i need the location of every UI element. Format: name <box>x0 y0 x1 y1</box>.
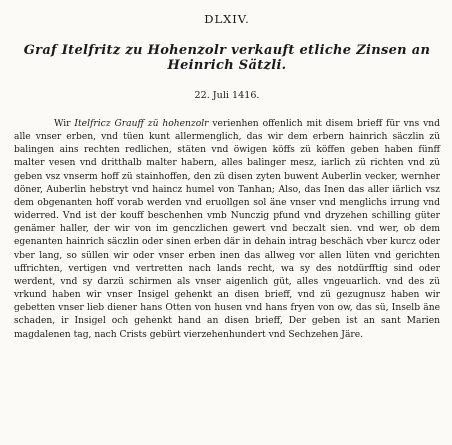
body-paragraph <box>14 118 440 342</box>
body-text-rest: verienhen offenlich mit disem brieff für vns vnd alle vnser erben, vnd tüen kunt allermenglich, das wir dem erbern hainrich säczlin zü balingen ains rechten redlichen, stäten vnd öwigen köffs zü köffen geben haben fünff malter vesen vnd dritthalb malter habern, alles balinger mesz, iarlich zü richten vnd zü geben vsz vnserm hoff zü stainhoffen, den zü disen zyten buwent Auberlin vecker, wernher döner, Auberlin hebstryt vnd haincz humel von Tanhan; Also, das Inen das aller iärlich vsz dem obgenanten hoff vorab werden vnd eruollgen sol äne vnser vnd menglichs irrung vnd widerred. Vnd ist der kouff beschenhen vmb Nunczig pfund vnd dryzehen schilling güter genämer haller, der wir von im genczlichen gewert vnd beczalt sien. vnd wer, ob dem egenanten hainrich säczlin oder sinen erben där in dehain intrag beschäch vber kurcz oder vber lang, so süllen wir oder vnser erben inen das allweg vor allen lüten vnd gerichten uffrichten, vertigen vnd vertretten nach lands recht, wa sy des notdürfftig sind oder werdent, vnd sy darzü schirmen als vnser aigenlich güt, alles vngeuarlich. vnd des zü vrkund haben wir vnser Insigel gehenkt an disen brieff, vnd zü gezugnusz haben wir gebetten vnser lieb diener hans Otten von husen vnd hans fryen von ow, das sü, Inselb äne schaden, ir Insigel och gehenkt hand an disen brieff, Der geben ist an sant Marien magdalenen tag, nach Crists gebürt vierzehenhundert vnd Sechzehen Järe. <box>14 119 440 340</box>
body-text-start: Wir <box>54 119 75 129</box>
document-body <box>14 118 440 342</box>
document-date: 22. Juli 1416. <box>194 90 260 101</box>
document-title: Graf Itelfritz zu Hohenzolr verkauft etliche Zinsen an Heinrich Sätzli. <box>23 43 431 73</box>
document-number: DLXIV. <box>204 12 250 26</box>
issuer-name: Itelfricz Grauff zü hohenzolr <box>74 119 209 129</box>
